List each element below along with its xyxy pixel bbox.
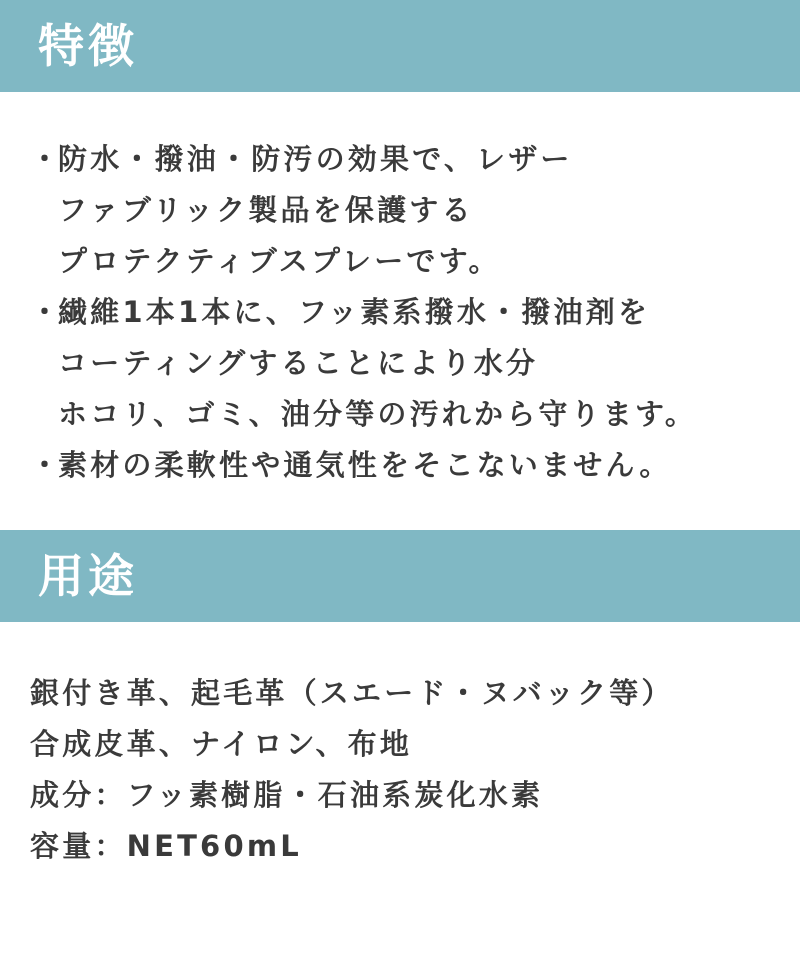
- bullet: ・: [30, 295, 60, 329]
- feature-line: 素材の柔軟性や通気性をそこないません。: [58, 448, 672, 482]
- usage-section-header: [0, 530, 800, 622]
- usage-line-synthetics: 合成皮革、ナイロン、布地: [30, 727, 413, 761]
- feature-line: 防水・撥油・防汚の効果で、レザー: [58, 142, 573, 176]
- usage-line-materials: 銀付き革、起毛革（スエード・ヌバック等）: [30, 676, 674, 710]
- usage-list: [30, 668, 790, 872]
- bullet: ・: [30, 448, 60, 482]
- features-title: 特徴: [38, 19, 138, 73]
- features-list: [30, 134, 790, 491]
- features-section-header: [0, 0, 800, 92]
- feature-line: コーティングすることにより水分: [58, 346, 539, 380]
- usage-line-ingredients: 成分：フッ素樹脂・石油系炭化水素: [30, 778, 544, 812]
- feature-line: プロテクティブスプレーです。: [58, 244, 501, 278]
- feature-line: 繊維1本1本に、フッ素系撥水・撥油剤を: [58, 295, 651, 329]
- usage-title: 用途: [38, 549, 138, 603]
- feature-item: [30, 287, 790, 440]
- feature-item: [30, 440, 790, 491]
- usage-line-volume: 容量：NET60mL: [30, 829, 302, 863]
- feature-line: ファブリック製品を保護する: [58, 193, 474, 227]
- feature-line: ホコリ、ゴミ、油分等の汚れから守ります。: [58, 397, 698, 431]
- feature-item: [30, 134, 790, 287]
- bullet: ・: [30, 142, 60, 176]
